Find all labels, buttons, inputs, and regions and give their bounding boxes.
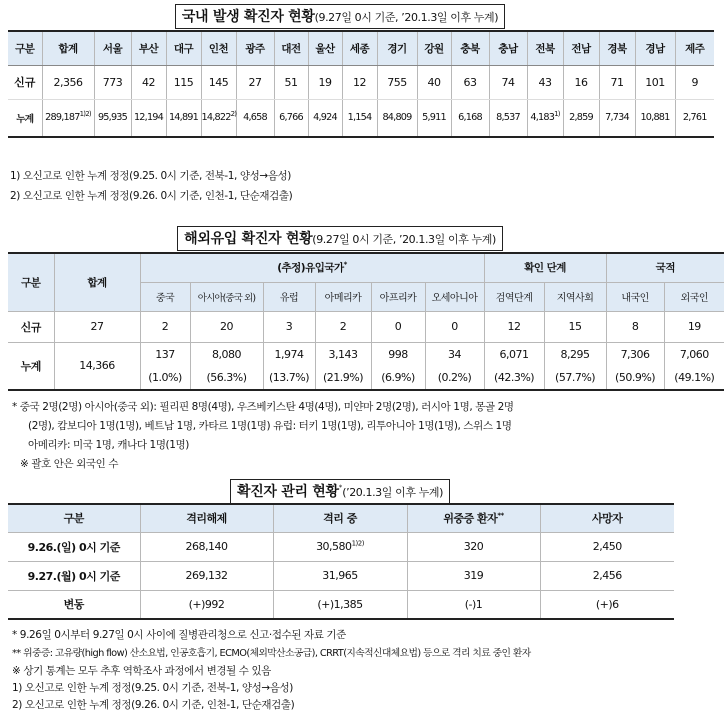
header-cell: 부산 bbox=[131, 31, 166, 65]
subheader-cell: 외국인 bbox=[664, 282, 724, 311]
table-cell: 320 bbox=[407, 532, 540, 561]
header-cell: 대전 bbox=[274, 31, 308, 65]
header-text: 위중증 환자 bbox=[443, 512, 498, 526]
table-cell: 268,140 bbox=[140, 532, 273, 561]
table-cell: 1,974 bbox=[263, 342, 315, 366]
header-cell: 전남 bbox=[563, 31, 599, 65]
management-footnote-1: * 9.26일 0시부터 9.27일 0시 사이에 질병관리청으로 신고·접수된 자료 기준 bbox=[12, 629, 346, 641]
table-cell: 9 bbox=[675, 65, 714, 99]
subheader-cell: 지역사회 bbox=[544, 282, 606, 311]
header-cell bbox=[140, 253, 484, 282]
row-label: 9.26.(일) 0시 기준 bbox=[8, 532, 140, 561]
table-cell: 2 bbox=[315, 311, 371, 342]
header-cell: 합계 bbox=[42, 31, 94, 65]
table-cell: 74 bbox=[489, 65, 527, 99]
management-footnote-3: ※ 상기 통계는 모두 추후 역학조사 과정에서 변경될 수 있음 bbox=[12, 665, 271, 677]
table-cell: 0 bbox=[371, 311, 425, 342]
header-cell: 구분 bbox=[8, 253, 54, 311]
table-cell: 773 bbox=[94, 65, 131, 99]
table-cell: 2,450 bbox=[540, 532, 674, 561]
header-cell: 인천 bbox=[201, 31, 236, 65]
cell-value: 14,822 bbox=[201, 112, 231, 124]
management-title-main: 확진자 관리 현황 bbox=[236, 484, 339, 500]
table-cell: 755 bbox=[377, 65, 417, 99]
header-cell: 충북 bbox=[451, 31, 489, 65]
table-cell: 101 bbox=[635, 65, 675, 99]
table-cell: 137 bbox=[140, 342, 190, 366]
percent-cell: (13.7%) bbox=[263, 366, 315, 390]
table-cell: 6,168 bbox=[451, 99, 489, 137]
footnote-mark: 1) bbox=[554, 110, 560, 119]
table-cell: 7,734 bbox=[599, 99, 635, 137]
table-cell bbox=[42, 99, 94, 137]
header-cell: 경북 bbox=[599, 31, 635, 65]
table-cell: 84,809 bbox=[377, 99, 417, 137]
overseas-footnote-3: 아메리카: 미국 1명, 캐나다 1명(1명) bbox=[28, 439, 189, 451]
overseas-title-main: 해외유입 확진자 현황 bbox=[184, 231, 313, 247]
table-cell: 43 bbox=[527, 65, 563, 99]
header-cell: 사망자 bbox=[540, 504, 674, 532]
domestic-section-title bbox=[0, 4, 680, 29]
header-cell: 경기 bbox=[377, 31, 417, 65]
row-label: 신규 bbox=[8, 65, 42, 99]
subheader-cell: 검역단계 bbox=[484, 282, 544, 311]
table-cell: 115 bbox=[166, 65, 201, 99]
percent-cell: (42.3%) bbox=[484, 366, 544, 390]
management-header-row bbox=[8, 504, 674, 532]
table-cell: 42 bbox=[131, 65, 166, 99]
table-cell: 31,965 bbox=[273, 561, 407, 590]
table-cell: 95,935 bbox=[94, 99, 131, 137]
table-cell: 2,761 bbox=[675, 99, 714, 137]
domestic-header-row bbox=[8, 31, 714, 65]
table-cell: 319 bbox=[407, 561, 540, 590]
overseas-cumulative-row bbox=[8, 342, 724, 366]
row-label: 누계 bbox=[8, 342, 54, 390]
overseas-title-sub: (9.27일 0시 기준, ’20.1.3일 이후 누계) bbox=[312, 233, 496, 246]
percent-cell: (6.9%) bbox=[371, 366, 425, 390]
management-row bbox=[8, 561, 674, 590]
table-cell: 19 bbox=[664, 311, 724, 342]
header-cell: 울산 bbox=[308, 31, 342, 65]
overseas-new-row bbox=[8, 311, 724, 342]
footnote-mark: * bbox=[338, 483, 343, 492]
domestic-cases-table bbox=[8, 30, 714, 138]
header-cell: 합계 bbox=[54, 253, 140, 311]
overseas-section-title bbox=[0, 226, 680, 251]
table-cell: 71 bbox=[599, 65, 635, 99]
domestic-cumulative-row bbox=[8, 99, 714, 137]
subheader-cell: 아시아(중국 외) bbox=[190, 282, 263, 311]
overseas-footnote-1: * 중국 2명(2명) 아시아(중국 외): 필리핀 8명(4명), 우즈베키스탄 4명(4명), 미얀마 2명(2명), 러시아 1명, 몽골 2명 bbox=[12, 401, 514, 413]
table-cell: 12 bbox=[484, 311, 544, 342]
table-cell: 12 bbox=[342, 65, 377, 99]
row-label: 변동 bbox=[8, 590, 140, 619]
row-label: 누계 bbox=[8, 99, 42, 137]
subheader-cell: 중국 bbox=[140, 282, 190, 311]
percent-cell: (49.1%) bbox=[664, 366, 724, 390]
percent-cell: (56.3%) bbox=[190, 366, 263, 390]
table-cell: 7,306 bbox=[606, 342, 664, 366]
table-cell: 4,658 bbox=[236, 99, 274, 137]
table-cell: 1,154 bbox=[342, 99, 377, 137]
table-cell: 269,132 bbox=[140, 561, 273, 590]
header-cell: 충남 bbox=[489, 31, 527, 65]
table-cell: 4,924 bbox=[308, 99, 342, 137]
table-cell: 34 bbox=[425, 342, 484, 366]
table-cell: 10,881 bbox=[635, 99, 675, 137]
cell-value: 289,187 bbox=[45, 112, 80, 124]
header-cell: 확인 단계 bbox=[484, 253, 606, 282]
domestic-new-row bbox=[8, 65, 714, 99]
table-cell: 27 bbox=[236, 65, 274, 99]
header-cell: 세종 bbox=[342, 31, 377, 65]
table-cell: (+)1,385 bbox=[273, 590, 407, 619]
table-cell: 6,766 bbox=[274, 99, 308, 137]
footnote-mark: 1)2) bbox=[351, 539, 364, 548]
percent-cell: (0.2%) bbox=[425, 366, 484, 390]
management-section-title bbox=[0, 479, 680, 504]
management-change-row bbox=[8, 590, 674, 619]
table-cell: 2,356 bbox=[42, 65, 94, 99]
table-cell bbox=[273, 532, 407, 561]
table-cell: 16 bbox=[563, 65, 599, 99]
table-cell: 14,366 bbox=[54, 342, 140, 390]
management-footnote-2: ** 위중증: 고유량(high flow) 산소요법, 인공호흡기, ECMO(체외막산소공급), CRRT(지속적신대체요법) 등으로 격리 치료 중인 환자 bbox=[12, 648, 531, 659]
row-label: 신규 bbox=[8, 311, 54, 342]
header-cell: 전북 bbox=[527, 31, 563, 65]
table-cell: 8,537 bbox=[489, 99, 527, 137]
header-cell: 제주 bbox=[675, 31, 714, 65]
subheader-cell: 유럽 bbox=[263, 282, 315, 311]
management-footnote-4: 1) 오신고로 인한 누계 정정(9.25. 0시 기준, 전북-1, 양성→음성) bbox=[12, 682, 293, 694]
percent-cell: (50.9%) bbox=[606, 366, 664, 390]
group-header-text: (추정)유입국가 bbox=[277, 262, 344, 275]
table-cell: 5,911 bbox=[417, 99, 451, 137]
management-row bbox=[8, 532, 674, 561]
table-cell: 2,859 bbox=[563, 99, 599, 137]
subheader-cell: 아프리카 bbox=[371, 282, 425, 311]
header-cell: 격리해제 bbox=[140, 504, 273, 532]
header-cell: 구분 bbox=[8, 31, 42, 65]
table-cell: 40 bbox=[417, 65, 451, 99]
table-cell: 27 bbox=[54, 311, 140, 342]
table-cell: (+)992 bbox=[140, 590, 273, 619]
footnote-mark: 1)2) bbox=[79, 110, 91, 119]
percent-cell: (1.0%) bbox=[140, 366, 190, 390]
subheader-cell: 아메리카 bbox=[315, 282, 371, 311]
header-cell: 국적 bbox=[606, 253, 724, 282]
table-cell: 51 bbox=[274, 65, 308, 99]
table-cell: 8,080 bbox=[190, 342, 263, 366]
table-cell: 6,071 bbox=[484, 342, 544, 366]
header-cell bbox=[407, 504, 540, 532]
table-cell: (-)1 bbox=[407, 590, 540, 619]
table-cell: (+)6 bbox=[540, 590, 674, 619]
overseas-cases-table bbox=[8, 252, 724, 391]
table-cell: 0 bbox=[425, 311, 484, 342]
table-cell: 19 bbox=[308, 65, 342, 99]
management-title-sub: (’20.1.3일 이후 누계) bbox=[342, 486, 443, 499]
header-cell: 경남 bbox=[635, 31, 675, 65]
subheader-cell: 오세아니아 bbox=[425, 282, 484, 311]
table-cell: 14,891 bbox=[166, 99, 201, 137]
percent-cell: (57.7%) bbox=[544, 366, 606, 390]
case-management-table bbox=[8, 503, 674, 620]
header-cell: 광주 bbox=[236, 31, 274, 65]
table-cell: 3 bbox=[263, 311, 315, 342]
table-cell bbox=[527, 99, 563, 137]
header-cell: 대구 bbox=[166, 31, 201, 65]
cell-value: 4,183 bbox=[530, 112, 555, 124]
table-cell: 8,295 bbox=[544, 342, 606, 366]
footnote-mark: 2) bbox=[230, 110, 237, 119]
domestic-note-2: 2) 오신고로 인한 누계 정정(9.26. 0시 기준, 인천-1, 단순재검출) bbox=[10, 190, 293, 202]
overseas-footnote-4: ※ 괄호 안은 외국인 수 bbox=[20, 458, 119, 470]
management-footnote-5: 2) 오신고로 인한 누계 정정(9.26. 0시 기준, 인천-1, 단순재검출) bbox=[12, 699, 295, 711]
header-cell: 서울 bbox=[94, 31, 131, 65]
header-cell: 구분 bbox=[8, 504, 140, 532]
overseas-header-row-1 bbox=[8, 253, 724, 282]
footnote-mark: * bbox=[343, 260, 347, 269]
table-cell: 2 bbox=[140, 311, 190, 342]
table-cell bbox=[201, 99, 236, 137]
header-cell: 강원 bbox=[417, 31, 451, 65]
overseas-footnote-2: (2명), 캄보디아 1명(1명), 베트남 1명, 카타르 1명(1명) 유럽: 터키 1명(1명), 리투아니아 1명(1명), 스위스 1명 bbox=[28, 420, 512, 432]
table-cell: 3,143 bbox=[315, 342, 371, 366]
table-cell: 145 bbox=[201, 65, 236, 99]
domestic-note-1: 1) 오신고로 인한 누계 정정(9.25. 0시 기준, 전북-1, 양성→음성) bbox=[10, 170, 291, 182]
row-label: 9.27.(월) 0시 기준 bbox=[8, 561, 140, 590]
table-cell: 15 bbox=[544, 311, 606, 342]
percent-cell: (21.9%) bbox=[315, 366, 371, 390]
table-cell: 63 bbox=[451, 65, 489, 99]
table-cell: 20 bbox=[190, 311, 263, 342]
subheader-cell: 내국인 bbox=[606, 282, 664, 311]
domestic-title-main: 국내 발생 확진자 현황 bbox=[181, 9, 315, 25]
table-cell: 12,194 bbox=[131, 99, 166, 137]
table-cell: 998 bbox=[371, 342, 425, 366]
cell-value: 30,580 bbox=[316, 540, 352, 553]
table-cell: 2,456 bbox=[540, 561, 674, 590]
table-cell: 8 bbox=[606, 311, 664, 342]
header-cell: 격리 중 bbox=[273, 504, 407, 532]
table-cell: 7,060 bbox=[664, 342, 724, 366]
domestic-title-sub: (9.27일 0시 기준, ’20.1.3일 이후 누계) bbox=[314, 11, 499, 24]
footnote-mark: ** bbox=[497, 511, 504, 520]
